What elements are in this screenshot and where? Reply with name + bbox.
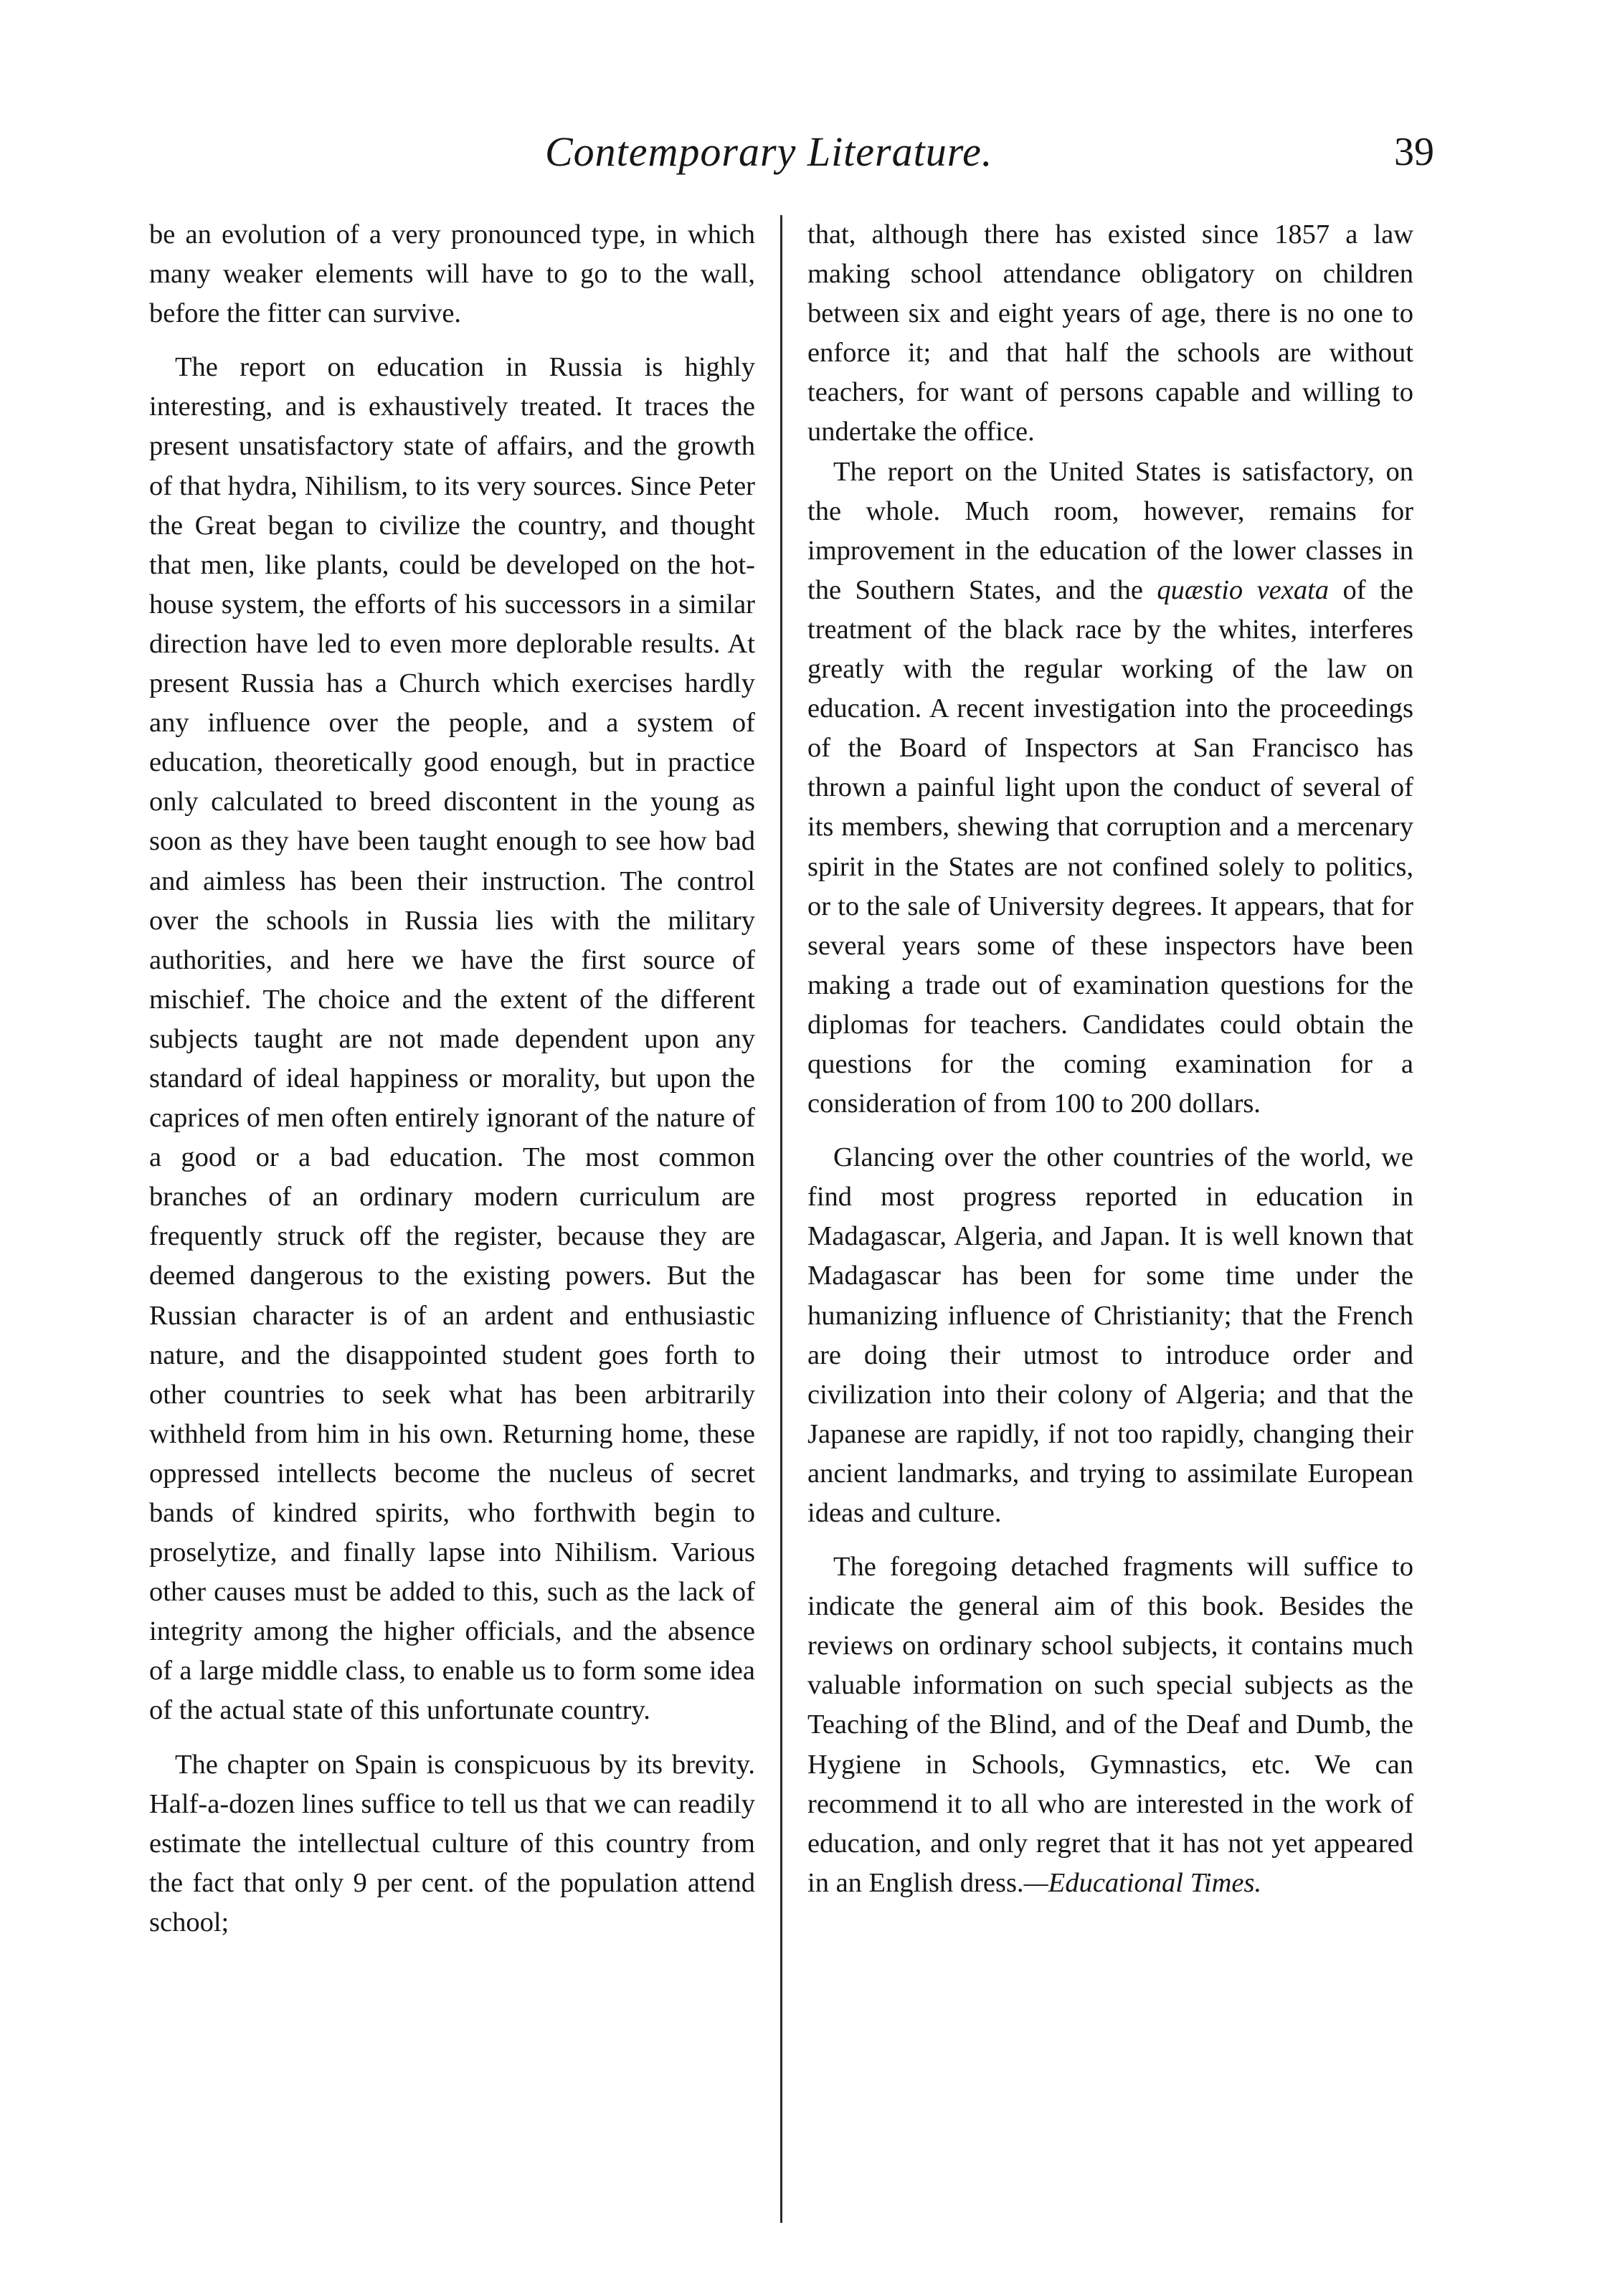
paragraph-text: of the treatment of the black race by the whites, interferes greatly with the regular working of the law on education. A recent investigation into the proceedings of the Board of Inspectors at San Francisco has thrown a painful light upon the conduct of several of its members, shewing that corruption and a mercenary spirit in the States are not confined solely to politics, or to the sale of University degrees. It appears, that for several years some of these inspectors have been making a trade out of examination questions for the diplomas for teachers. Candidates could obtain the questions for the coming examination for a consideration of from 100 to 200 dollars. (807, 574, 1413, 1119)
right-column (807, 215, 1413, 1903)
running-title: Contemporary Literature. (545, 128, 993, 175)
paragraph: be an evolution of a very pronounced type, in which many weaker elements will have to go to the wall, before the fitter can survive. (149, 219, 755, 329)
source-citation: —Educational Times. (1023, 1867, 1262, 1898)
paragraph-text: The foregoing detached fragments will suffice to indicate the general aim of this book. Besides the reviews on ordinary school subjects, it contains much valuable information on such special subjects as the Teaching of the Blind, and of the Deaf and Dumb, the Hygiene in Schools, Gymnastics, etc. We can recommend it to all who are interested in the work of education, and only regret that it has not yet appeared in an English dress. (807, 1552, 1413, 1898)
paragraph: Glancing over the other countries of the world, we find most progress reported in education in Madagascar, Algeria, and Japan. It is well known that Madagascar has been for some time under the humanizing influence of Christianity; that the French are doing their utmost to introduce order and civilization into their colony of Algeria; and that the Japanese are rapidly, if not too rapidly, changing their ancient landmarks, and trying to assimilate European ideas and culture. (807, 1142, 1413, 1528)
page-header (143, 128, 1434, 192)
paragraph (807, 452, 1413, 1124)
paragraph: The report on education in Russia is highly interesting, and is exhaustively treated. It traces the present unsatisfactory state of affairs, and the growth of that hydra, Nihilism, to its very sources. Since Peter the Great began to civilize the country, and thought that men, like plants, could be developed on the hot-house system, the efforts of his successors in a similar direction have led to even more deplorable results. At present Russia has a Church which exercises hardly any influence over the people, and a system of education, theoretically good enough, but in practice only calculated to breed discontent in the young as soon as they have been taught enough to see how bad and aimless has been their instruction. The control over the schools in Russia lies with the military authorities, and here we have the first source of mischief. The choice and the extent of the different subjects taught are not made dependent upon any standard of ideal happiness or morality, but upon the caprices of men often entirely ignorant of the nature of a good or a bad education. The most common branches of an ordinary modern curriculum are frequently struck off the register, because they are deemed dangerous to the existing powers. But the Russian character is of an ardent and enthusiastic nature, and the disappointed student goes forth to other countries to seek what has been arbitrarily withheld from him in his own. Returning home, these oppressed intellects become the nucleus of secret bands of kindred spirits, who forthwith begin to proselytize, and finally lapse into Nihilism. Various other causes must be added to this, such as the lack of integrity among the higher officials, and the absence of a large middle class, to enable us to form some idea of the actual state of this unfortunate country. (149, 352, 755, 1726)
latin-phrase: quæstio vexata (1157, 574, 1330, 605)
column-divider (780, 215, 782, 2223)
paragraph-text: The report on the United States is satisfactory, on the whole. Much room, however, remains for improvement in the education of the lower classes in the Southern States, and the (807, 456, 1413, 605)
paragraph: that, although there has existed since 1857 a law making school attendance obligatory on children between six and eight years of age, there is no one to enforce it; and that half the schools are without teachers, for want of persons capable and willing to undertake the office. (807, 219, 1413, 447)
paragraph: The chapter on Spain is conspicuous by its brevity. Half-a-dozen lines suffice to tell us that we can readily estimate the intellectual culture of this country from the fact that only 9 per cent. of the population attend school; (149, 1749, 755, 1937)
paragraph (807, 1547, 1413, 1903)
left-column (149, 215, 755, 1942)
page-number: 39 (1394, 130, 1434, 174)
